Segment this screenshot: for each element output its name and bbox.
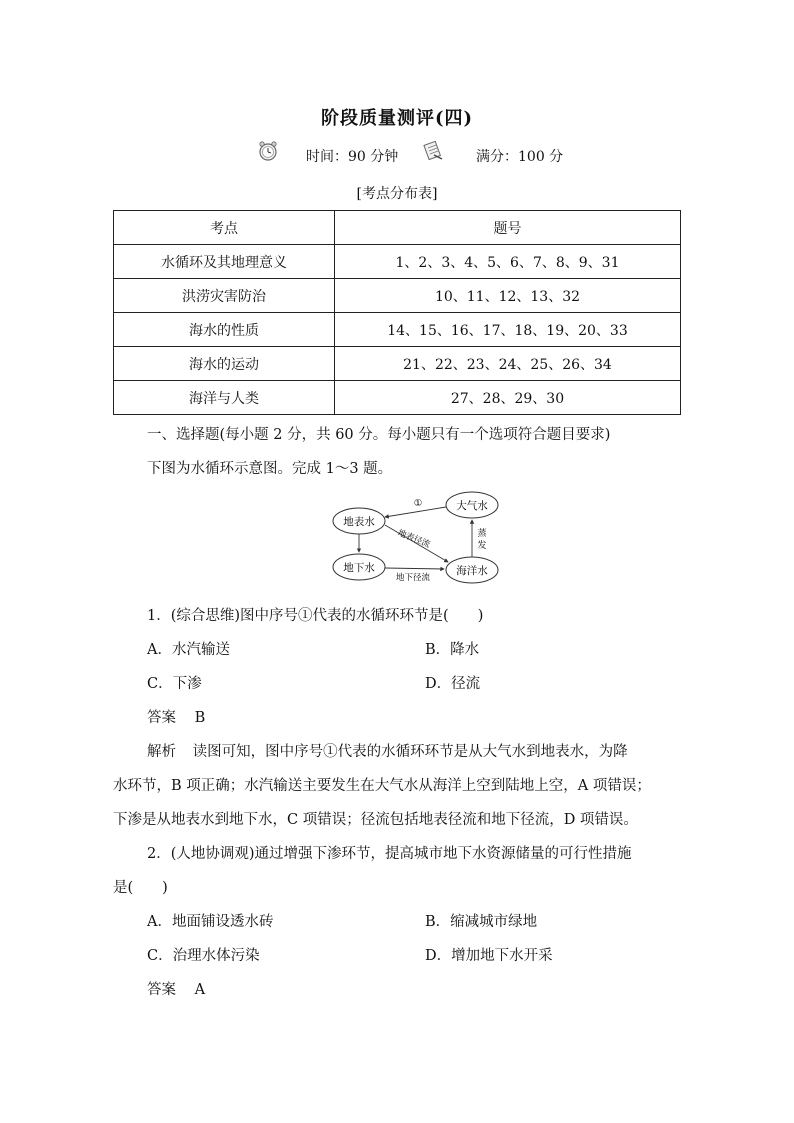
table-cell: 海水的运动 bbox=[114, 347, 335, 381]
question-2-option-a: A．地面铺设透水砖 bbox=[147, 914, 274, 930]
question-2-stem-line2: 是( ) bbox=[113, 880, 168, 896]
table-row bbox=[114, 313, 681, 347]
question-1-option-a: A．水汽输送 bbox=[147, 642, 230, 658]
table-cell: 10、11、12、13、32 bbox=[335, 279, 681, 313]
topic-distribution-table bbox=[113, 210, 681, 415]
question-2-option-d: D．增加地下水开采 bbox=[425, 948, 553, 964]
answer-label: 答案 bbox=[147, 710, 176, 726]
table-cell: 洪涝灾害防治 bbox=[114, 279, 335, 313]
answer-value: B bbox=[194, 710, 206, 726]
arrow-label-evaporation: 发 bbox=[477, 541, 487, 551]
question-2-stem-line1: 2．(人地协调观)通过增强下渗环节，提高城市地下水资源储量的可行性措施 bbox=[147, 846, 632, 862]
table-cell: 1、2、3、4、5、6、7、8、9、31 bbox=[335, 245, 681, 279]
question-1-stem: 1．(综合思维)图中序号①代表的水循环环节是( ) bbox=[147, 608, 484, 624]
node-label: 地表水 bbox=[343, 516, 375, 528]
question-1-analysis-line3: 下渗是从地表水到地下水，C 项错误；径流包括地表径流和地下径流，D 项错误。 bbox=[113, 812, 638, 828]
table-cell: 海洋与人类 bbox=[114, 381, 335, 415]
arrow-label-evaporation: 蒸 bbox=[477, 529, 487, 539]
score-label: 满分：100 分 bbox=[476, 149, 564, 165]
diagram-intro: 下图为水循环示意图。完成 1～3 题。 bbox=[147, 461, 393, 477]
question-1-analysis-line1 bbox=[147, 740, 628, 761]
water-cycle-diagram bbox=[325, 488, 500, 588]
arrow-label-ground-runoff: 地下径流 bbox=[395, 573, 431, 583]
table-row bbox=[114, 381, 681, 415]
question-1-option-d: D．径流 bbox=[425, 676, 481, 692]
table-row bbox=[114, 245, 681, 279]
question-2-option-c: C．治理水体污染 bbox=[147, 948, 260, 964]
question-1-option-b: B．降水 bbox=[425, 642, 480, 658]
arrow-ground-runoff bbox=[385, 568, 444, 569]
table-header: 题号 bbox=[335, 211, 681, 245]
answer-value: A bbox=[194, 982, 206, 998]
arrow-label-surface-runoff: 地表径流 bbox=[396, 528, 432, 551]
analysis-text: 读图可知，图中序号①代表的水循环环节是从大气水到地表水，为降 bbox=[192, 744, 628, 760]
time-label: 时间：90 分钟 bbox=[306, 149, 399, 165]
table-header-row bbox=[114, 211, 681, 245]
question-2-option-b: B．缩减城市绿地 bbox=[425, 914, 538, 930]
table-row bbox=[114, 347, 681, 381]
clock-icon bbox=[257, 140, 279, 162]
table-cell: 14、15、16、17、18、19、20、33 bbox=[335, 313, 681, 347]
node-label: 大气水 bbox=[456, 500, 488, 512]
table-cell: 21、22、23、24、25、26、34 bbox=[335, 347, 681, 381]
page-title: 阶段质量测评(四) bbox=[320, 108, 474, 129]
question-1-option-c: C．下渗 bbox=[147, 676, 202, 692]
paper-icon bbox=[422, 140, 444, 162]
table-row bbox=[114, 279, 681, 313]
analysis-label: 解析 bbox=[147, 744, 176, 760]
table-cell: 27、28、29、30 bbox=[335, 381, 681, 415]
section-heading: 一、选择题(每小题 2 分，共 60 分。每小题只有一个选项符合题目要求) bbox=[147, 427, 611, 443]
question-1-answer bbox=[147, 706, 205, 727]
node-label: 地下水 bbox=[343, 562, 375, 574]
answer-label: 答案 bbox=[147, 982, 176, 998]
question-1-analysis-line2: 水环节，B 项正确；水汽输送主要发生在大气水从海洋上空到陆地上空，A 项错误； bbox=[113, 778, 651, 794]
table-header: 考点 bbox=[114, 211, 335, 245]
question-2-answer bbox=[147, 978, 205, 999]
arrow-label-1: ① bbox=[413, 498, 423, 509]
node-label: 海洋水 bbox=[456, 565, 488, 577]
table-cell: 水循环及其地理意义 bbox=[114, 245, 335, 279]
table-caption: [考点分布表] bbox=[356, 186, 438, 202]
table-cell: 海水的性质 bbox=[114, 313, 335, 347]
